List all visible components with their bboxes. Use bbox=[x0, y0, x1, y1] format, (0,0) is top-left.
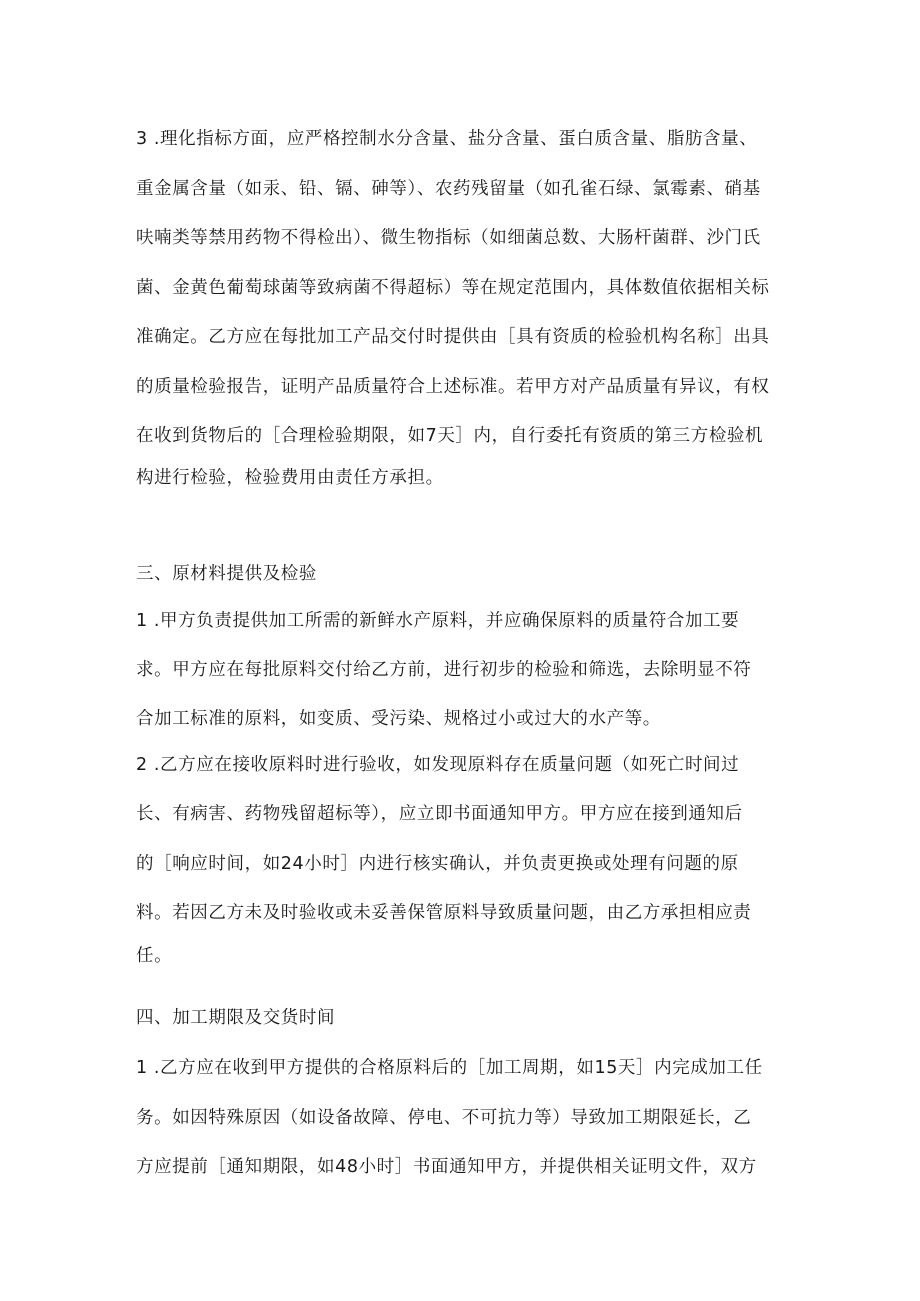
paragraph-line: 的质量检验报告，证明产品质量符合上述标准。若甲方对产品质量有异议，有权 bbox=[136, 377, 770, 397]
paragraph-line: 任。 bbox=[136, 946, 173, 966]
paragraph-line: 2 .乙方应在接收原料时进行验收，如发现原料存在质量问题（如死亡时间过 bbox=[136, 755, 740, 775]
paragraph-line: 1 .乙方应在收到甲方提供的合格原料后的［加工周期，如15天］内完成加工任 bbox=[136, 1058, 763, 1078]
paragraph-line: 准确定。乙方应在每批加工产品交付时提供由［具有资质的检验机构名称］出具 bbox=[136, 327, 770, 347]
paragraph-line: 重金属含量（如汞、铅、镉、砷等）、农药残留量（如孔雀石绿、氯霉素、硝基 bbox=[136, 179, 761, 199]
paragraph-line: 构进行检验，检验费用由责任方承担。 bbox=[136, 468, 444, 488]
section-heading: 三、原材料提供及检验 bbox=[136, 564, 317, 584]
paragraph-line: 呋喃类等禁用药物不得检出）、微生物指标（如细菌总数、大肠杆菌群、沙门氏 bbox=[136, 228, 761, 248]
paragraph-line: 的［响应时间，如24小时］内进行核实确认，并负责更换或处理有问题的原 bbox=[136, 854, 739, 874]
paragraph-line: 方应提前［通知期限，如48小时］书面通知甲方，并提供相关证明文件，双方 bbox=[136, 1157, 757, 1177]
paragraph-line: 菌、金黄色葡萄球菌等致病菌不得超标）等在规定范围内，具体数值依据相关标 bbox=[136, 278, 770, 298]
paragraph-line: 务。如因特殊原因（如设备故障、停电、不可抗力等）导致加工期限延长，乙 bbox=[136, 1108, 752, 1128]
paragraph-line: 1 .甲方负责提供加工所需的新鲜水产原料，并应确保原料的质量符合加工要 bbox=[136, 611, 740, 631]
paragraph-line: 求。甲方应在每批原料交付给乙方前，进行初步的检验和筛选，去除明显不符 bbox=[136, 660, 752, 680]
paragraph-line: 合加工标准的原料，如变质、受污染、规格过小或过大的水产等。 bbox=[136, 709, 661, 729]
paragraph-line: 料。若因乙方未及时验收或未妥善保管原料导致质量问题，由乙方承担相应责 bbox=[136, 903, 752, 923]
paragraph-line: 长、有病害、药物残留超标等），应立即书面通知甲方。甲方应在接到通知后 bbox=[136, 804, 743, 824]
paragraph-line: 3 .理化指标方面，应严格控制水分含量、盐分含量、蛋白质含量、脂肪含量、 bbox=[136, 129, 758, 149]
section-heading: 四、加工期限及交货时间 bbox=[136, 1008, 336, 1028]
paragraph-line: 在收到货物后的［合理检验期限，如7天］内，自行委托有资质的第三方检验机 bbox=[136, 426, 764, 446]
